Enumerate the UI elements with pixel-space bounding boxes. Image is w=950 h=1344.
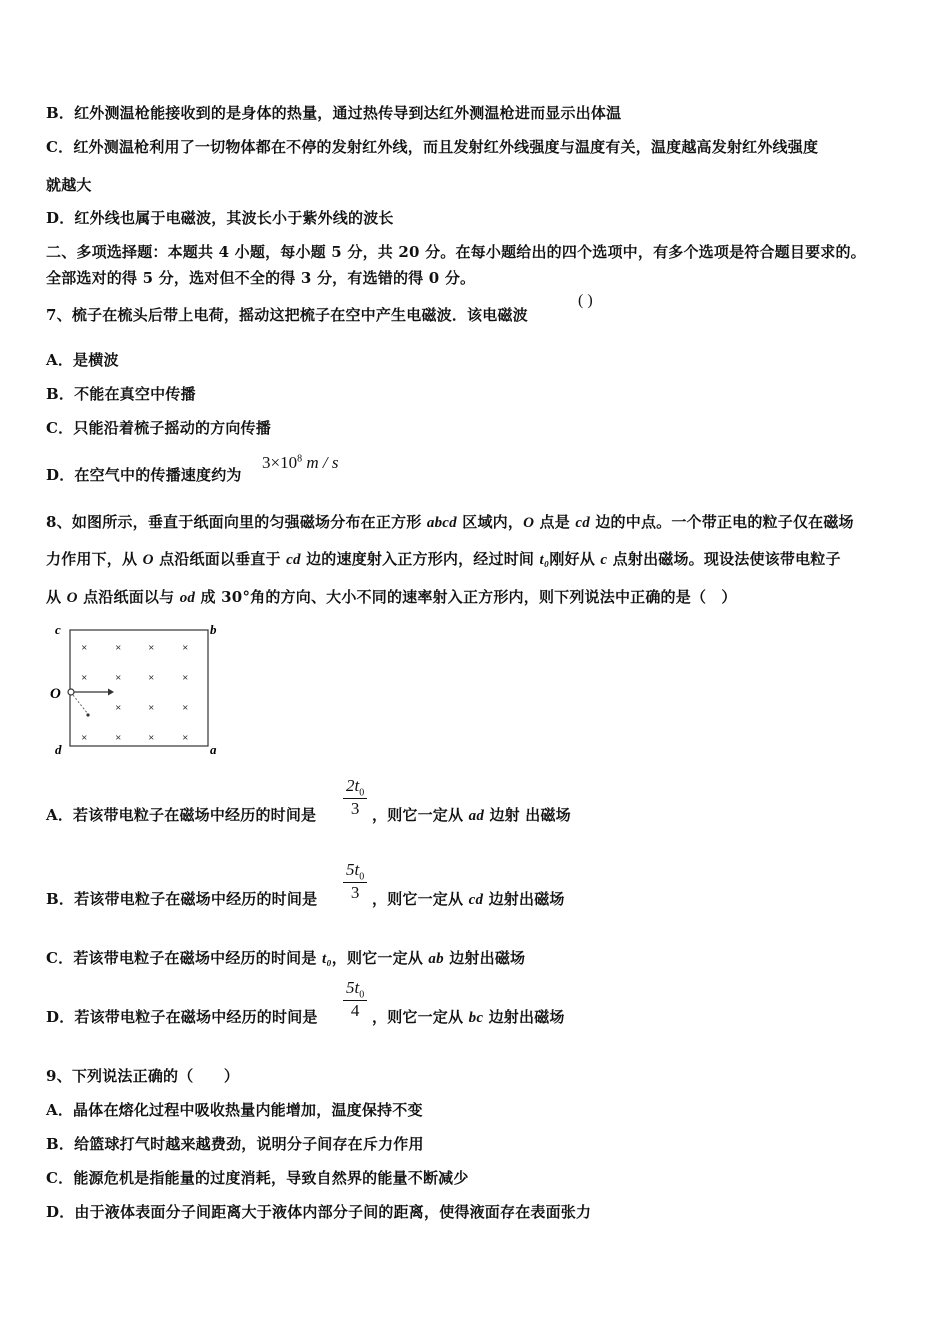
path-dot — [86, 713, 89, 716]
q9-stem: 9、下列说法正确的（ ） — [46, 1067, 240, 1085]
q6-option-b: B．红外测温枪能接收到的是身体的热量，通过热传导到达红外测温枪进而显示出体温 — [46, 104, 622, 122]
field-cross: × — [148, 732, 155, 744]
q7-option-a: A．是横波 — [46, 351, 119, 369]
q7-option-b: B．不能在真空中传播 — [46, 385, 196, 403]
velocity-arrowhead — [108, 689, 114, 696]
q6-option-c-line2: 就越大 — [46, 176, 92, 194]
q9-option-c: C．能源危机是指能量的过度消耗，导致自然界的能量不断减少 — [46, 1169, 469, 1187]
field-cross: × — [182, 732, 189, 744]
q8-option-b-fraction: $\frac{5t_0}{3}$ — [343, 860, 367, 903]
q8-option-d-suffix: ，则它一定从 bc 边射出磁场 — [372, 1008, 565, 1026]
q8-stem-line1: 8、如图所示，垂直于纸面向里的匀强磁场分布在正方形 abcd 区域内，O 点是 cd 边的中点。一个带正电的粒子仅在磁场 — [46, 513, 854, 531]
q7-stem: 7、梳子在梳头后带上电荷，摇动这把梳子在空中产生电磁波．该电磁波 — [46, 306, 528, 324]
corner-label-c: c — [55, 622, 61, 637]
field-cross: × — [182, 642, 189, 654]
corner-label-d: d — [55, 742, 62, 757]
q8-stem-line2: 力作用下，从 O 点沿纸面以垂直于 cd 边的速度射入正方形内，经过时间 t₀刚好从 c 点射出磁场。现设法使该带电粒子 — [46, 550, 841, 568]
q9-option-b: B．给篮球打气时越来越费劲，说明分子间存在斥力作用 — [46, 1135, 424, 1153]
section2-instructions-line2: 全部选对的得 5 分，选对但不全的得 3 分，有选错的得 0 分。 — [46, 269, 476, 287]
field-cross: × — [115, 642, 122, 654]
q9-option-d: D．由于液体表面分子间距离大于液体内部分子间的距离，使得液面存在表面张力 — [46, 1203, 592, 1221]
section2-instructions-line1: 二、多项选择题：本题共 4 小题，每小题 5 分，共 20 分。在每小题给出的四个选项中，有多个选项是符合题目要求的。 — [46, 243, 866, 261]
angled-path — [73, 695, 88, 714]
point-o — [68, 689, 74, 695]
q8-stem-line3: 从 O 点沿纸面以与 od 成 30°角的方向、大小不同的速率射入正方形内，则下列说法中正确的是（ ） — [46, 588, 737, 606]
field-cross: × — [81, 732, 88, 744]
q8-option-c: C．若该带电粒子在磁场中经历的时间是 t₀，则它一定从 ab 边射出磁场 — [46, 949, 526, 967]
q7-answer-paren: ( ) — [578, 292, 593, 309]
field-cross: × — [81, 642, 88, 654]
field-cross: × — [115, 702, 122, 714]
corner-label-a: a — [210, 742, 217, 757]
field-cross: × — [115, 732, 122, 744]
point-label-o: O — [50, 686, 61, 702]
q9-option-a: A．晶体在熔化过程中吸收热量内能增加，温度保持不变 — [46, 1101, 423, 1119]
field-cross: × — [182, 702, 189, 714]
q7-option-c: C．只能沿着梳子摇动的方向传播 — [46, 419, 271, 437]
field-cross: × — [81, 672, 88, 684]
q8-option-a-suffix: ，则它一定从 ad 边射 出磁场 — [372, 806, 571, 824]
q6-option-d: D．红外线也属于电磁波，其波长小于紫外线的波长 — [46, 209, 394, 227]
field-crosses — [81, 642, 188, 744]
field-cross: × — [182, 672, 189, 684]
q8-magnetic-field-figure — [46, 618, 231, 763]
q8-option-d-fraction: $\frac{5t_0}{4}$ — [343, 978, 367, 1021]
q8-option-a-fraction: $\frac{2t_0}{3}$ — [343, 776, 367, 819]
corner-label-b: b — [210, 622, 217, 637]
q6-option-c-line1: C．红外测温枪利用了一切物体都在不停的发射红外线，而且发射红外线强度与温度有关，温度越高发射红外线强度 — [46, 138, 819, 156]
field-cross: × — [148, 702, 155, 714]
field-cross: × — [148, 672, 155, 684]
field-cross: × — [115, 672, 122, 684]
q8-option-b-suffix: ，则它一定从 cd 边射出磁场 — [372, 890, 565, 908]
field-cross: × — [148, 642, 155, 654]
q8-option-d-prefix: D．若该带电粒子在磁场中经历的时间是 — [46, 1008, 318, 1026]
q8-option-b-prefix: B．若该带电粒子在磁场中经历的时间是 — [46, 890, 318, 908]
q8-option-a-prefix: A．若该带电粒子在磁场中经历的时间是 — [46, 806, 317, 824]
q7-option-d: D．在空气中的传播速度约为 — [46, 466, 242, 484]
q7-option-d-formula: $3\times 10^8$ m / s — [262, 453, 339, 472]
